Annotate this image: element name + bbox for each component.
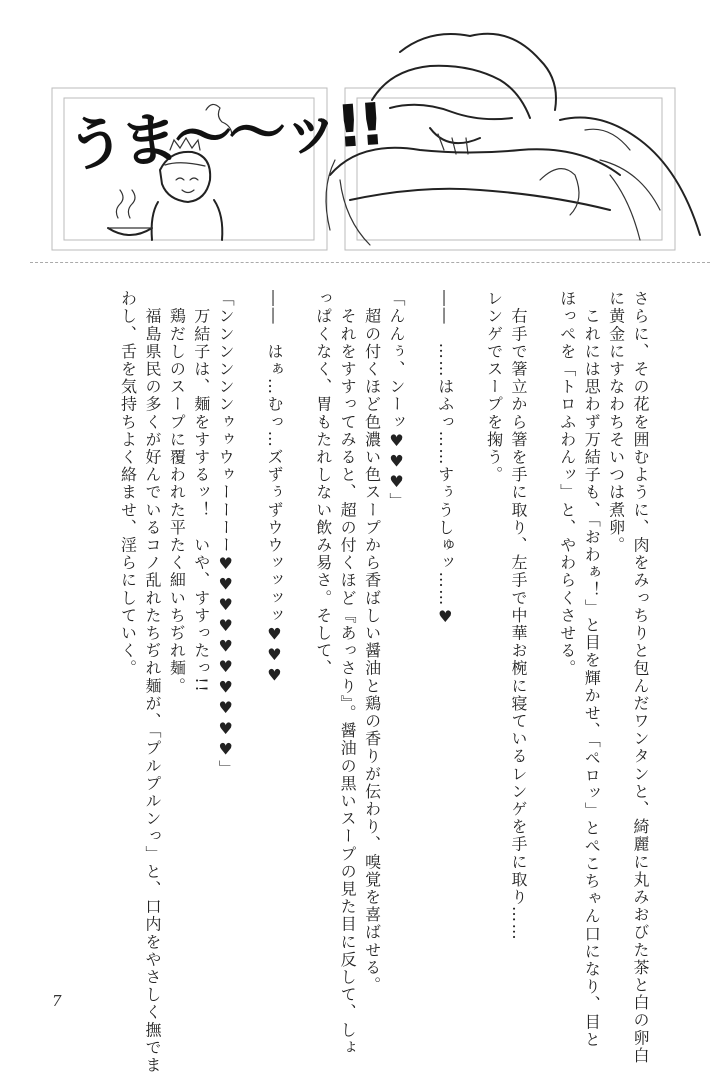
blank-line [457, 290, 481, 990]
text-line: これには思わず万結子も、「おわぁ！」と目を輝かせ、「ペロッ」とぺこちゃん口になり、目と [582, 290, 602, 1049]
text-line: レンゲでスープを掬う。 [484, 290, 504, 484]
illustration-header [0, 0, 722, 262]
body-text [115, 290, 652, 1074]
text-line: わし、舌を気持ちよく絡ませ、淫らにしていく。 [118, 290, 138, 678]
text-line: 鶏だしのスープに覆われた平たく細いちぢれ麺。 [167, 290, 187, 695]
big-character-sketch [326, 34, 700, 245]
blank-line [408, 290, 432, 990]
text-line: 「ンンンンンンゥゥウゥーーーー♥♥♥♥♥♥♥♥♥♥」 [216, 290, 236, 778]
text-line: ―― ……はふっ……すぅうしゅッ……♥ [435, 290, 455, 628]
text-line: 万結子は、麺をすするッ！ いや、すすったっ!! [191, 290, 211, 694]
section-divider [30, 262, 710, 263]
right-panel-frame-outer [345, 88, 675, 250]
text-line: 福島県民の多くが好んでいるコノ乱れたちぢれ麺が、「プルプルンっ」と、口内をやさしく撫でま [142, 290, 162, 1074]
text-line: 「んんぅ、ンーッ♥♥♥」 [386, 290, 406, 511]
exclamation-text: うま〜〜ッ!! [64, 90, 384, 180]
blank-line [286, 290, 310, 990]
text-line: に黄金にすなわちそいつは煮卵。 [606, 290, 626, 554]
right-panel-frame-inner [357, 98, 662, 240]
text-line: ほっぺを「トロふわんッ」と、やわらくさせる。 [557, 290, 577, 678]
text-line: ―― はぁ…むっ…ズずぅずウウッッッッ♥♥♥ [264, 290, 284, 687]
page-number: 7 [52, 992, 62, 1010]
text-line: それをすすってみると、超の付くほど『あっさり』。醤油の黒いスープの見た目に反して、しょ [338, 290, 358, 1057]
text-line: っぱくなく、胃もたれしない飲み易さ。そして、 [313, 290, 333, 678]
blank-line [237, 290, 261, 990]
text-line: 右手で箸立から箸を手に取り、左手で中華お椀に寝ているレンゲを手に取り…… [508, 290, 528, 942]
text-line: 超の付くほど色濃い色スープから香ばしい醤油と鶏の香りが伝わり、嗅覚を喜ばせる。 [362, 290, 382, 994]
blank-line [530, 290, 554, 990]
text-line: さらに、その花を囲むように、肉をみっちりと包んだワンタンと、綺麗に丸みおびた茶と白の卵白 [631, 290, 650, 1065]
